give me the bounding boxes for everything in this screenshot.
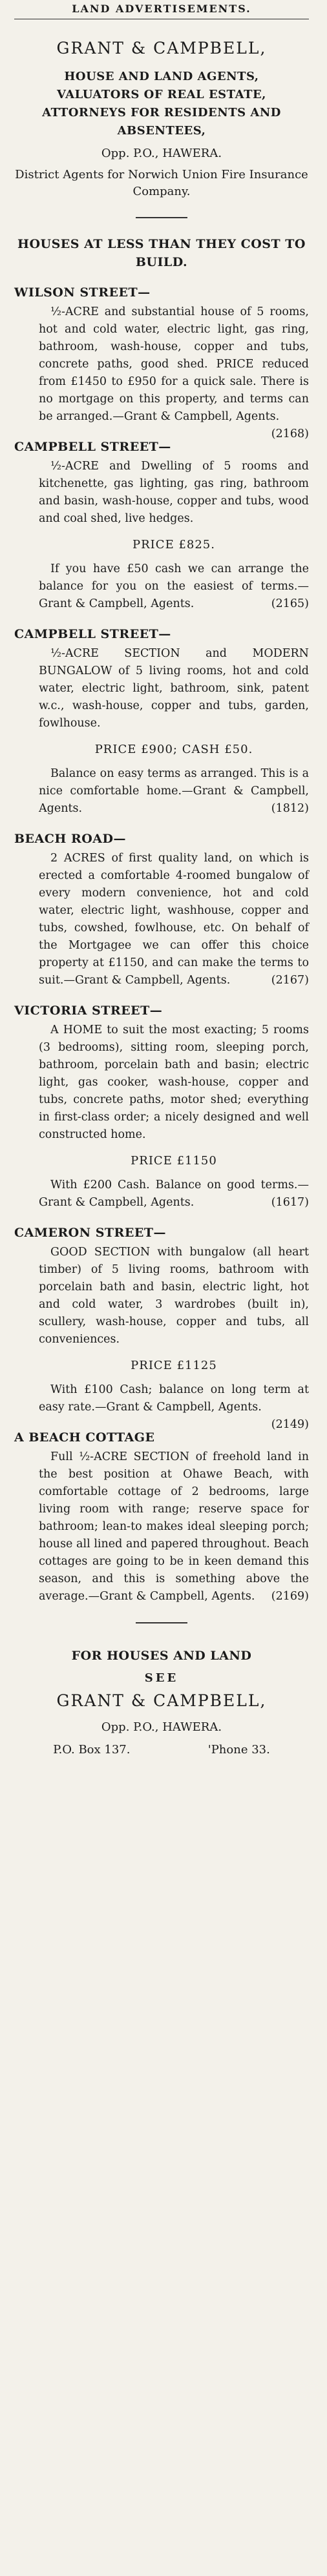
listing-terms [39,1177,309,1211]
listing-heading: CAMPBELL STREET— [14,440,171,454]
firm-name: GRANT & CAMPBELL, [56,39,267,57]
listing-heading: CAMPBELL STREET— [14,627,171,641]
listing-heading: WILSON STREET— [14,285,151,300]
divider [136,1622,187,1623]
listing-body [39,645,309,732]
agency-note: District Agents for Norwich Union Fire Insurance Company. [15,168,308,198]
listing-price: PRICE £825. [132,538,215,551]
listing-body [39,1448,309,1605]
listing-description: ½-ACRE and Dwelling of 5 rooms and kitchenette, gas lighting, gas ring, bathroom and basin, wash-house, copper and tubs, wood and coal shed, live hedges. [39,460,309,525]
footer-see: SEE [144,1671,179,1685]
footer-address: Opp. P.O., HAWERA. [101,1720,222,1734]
listing-terms [39,561,309,613]
listing-cameron-street [14,1226,309,1431]
listing-ref: (2149) [271,1418,309,1431]
footer-pobox: P.O. Box 137. [53,1743,131,1757]
footer-phone: 'Phone 33. [207,1743,270,1757]
listing-description: GOOD SECTION with bungalow (all heart timber) of 5 living rooms, bathroom with porcelain bath and basin, electric light, hot and cold water, 3 wardrobes (built in), scullery, wash-house, copper and tubs, all conveniences. [39,1246,309,1346]
listing-victoria-street [14,1004,309,1211]
agency-line-3: ATTORNEYS FOR RESIDENTS AND ABSENTEES, [42,106,281,138]
listing-description: Full ½-ACRE SECTION of freehold land in the best position at Ohawe Beach, with comfortable cottage of 2 bedrooms, large living room with range; reserve space for bathroom; lean-to makes ideal sleeping porch; house all lined and papered throughout. Beach cottages are going to be in keen demand this season, and this is something above the average.—Grant & Campbell, Agents. [39,1450,309,1603]
footer-firm-name: GRANT & CAMPBELL, [56,1691,267,1710]
listing-terms-text: If you have £50 cash we can arrange the balance for you on the easiest of terms.—Grant & Campbell, Agents. [39,562,309,610]
listing-description: A HOME to suit the most exacting; 5 rooms (3 bedrooms), sitting room, sleeping porch, bathroom, porcelain bath and basin; electric light, gas cooker, wash-house, copper and tubs, concrete paths, motor shed; everything in first-class order; a nicely designed and well constructed home. [39,1024,309,1141]
footer-block [14,1647,309,1757]
listing-body [39,850,309,989]
listing-heading: VICTORIA STREET— [14,1004,163,1018]
listing-campbell-street-2 [14,627,309,818]
listing-wilson-street [14,285,309,440]
listing-ref: (2168) [271,428,309,440]
listing-ref: (2167) [271,974,309,987]
agency-line-1: HOUSE AND LAND AGENTS, [64,70,259,83]
listing-ref: (2169) [271,1590,309,1603]
agency-block [14,39,309,200]
listing-description: 2 ACRES of first quality land, on which is erected a comfortable 4-roomed bungalow of every modern convenience, hot and cold water, electric light, washhouse, copper and tubs, cowshed, fowlhouse, etc. On behalf of the Mortgagee we can offer this choice property at £1150, and can make the terms to suit.—Grant & Campbell, Agents. [39,852,309,987]
listing-ref: (1617) [271,1196,309,1209]
listing-body [39,1022,309,1144]
listing-beach-road [14,832,309,989]
listing-ref: (2165) [271,597,309,610]
agency-line-2: VALUATORS OF REAL ESTATE, [57,88,266,101]
banner-heading: HOUSES AT LESS THAN THEY COST TO BUILD. [17,237,306,269]
listing-terms-text: Balance on easy terms as arranged. This is a nice comfortable home.—Grant & Campbell, Agents. [39,767,309,815]
listing-beach-cottage [14,1430,309,1605]
listing-terms-text: With £200 Cash. Balance on good terms.—Grant & Campbell, Agents. [39,1179,309,1209]
footer-line: FOR HOUSES AND LAND [71,1649,252,1663]
agency-address: Opp. P.O., HAWERA. [101,147,222,160]
listing-heading: BEACH ROAD— [14,832,127,846]
listing-terms [39,1381,309,1431]
listing-heading: CAMERON STREET— [14,1226,166,1240]
listing-price: PRICE £900; CASH £50. [94,743,253,756]
divider [136,217,187,218]
listing-price: PRICE £1150 [131,1154,217,1168]
listing-description: ½-ACRE SECTION and MODERN BUNGALOW of 5 living rooms, hot and cold water, electric light, bathroom, sink, patent w.c., wash-house, copper and tubs, garden, fowlhouse. [39,647,309,730]
listing-ref: (1812) [271,802,309,815]
listing-price: PRICE £1125 [131,1359,217,1372]
page-header: LAND ADVERTISEMENTS. [72,3,251,15]
listing-terms-text: With £100 Cash; balance on long term at easy rate.—Grant & Campbell, Agents. [39,1383,309,1414]
listing-description: ½-ACRE and substantial house of 5 rooms, hot and cold water, electric light, gas ring, bathroom, wash-house, copper and tubs, concrete paths, good shed. PRICE reduced from £1450 to £950 for a quick sale. There is no mortgage on this property, and terms can be arranged.—Grant & Campbell, Agents. [39,305,309,423]
listing-body [39,458,309,528]
listing-heading: A BEACH COTTAGE [14,1430,155,1445]
listing-body [39,1244,309,1348]
listing-terms [39,765,309,818]
footer-contact [14,1743,309,1757]
listing-body [39,304,309,440]
listing-campbell-street-1 [14,440,309,613]
